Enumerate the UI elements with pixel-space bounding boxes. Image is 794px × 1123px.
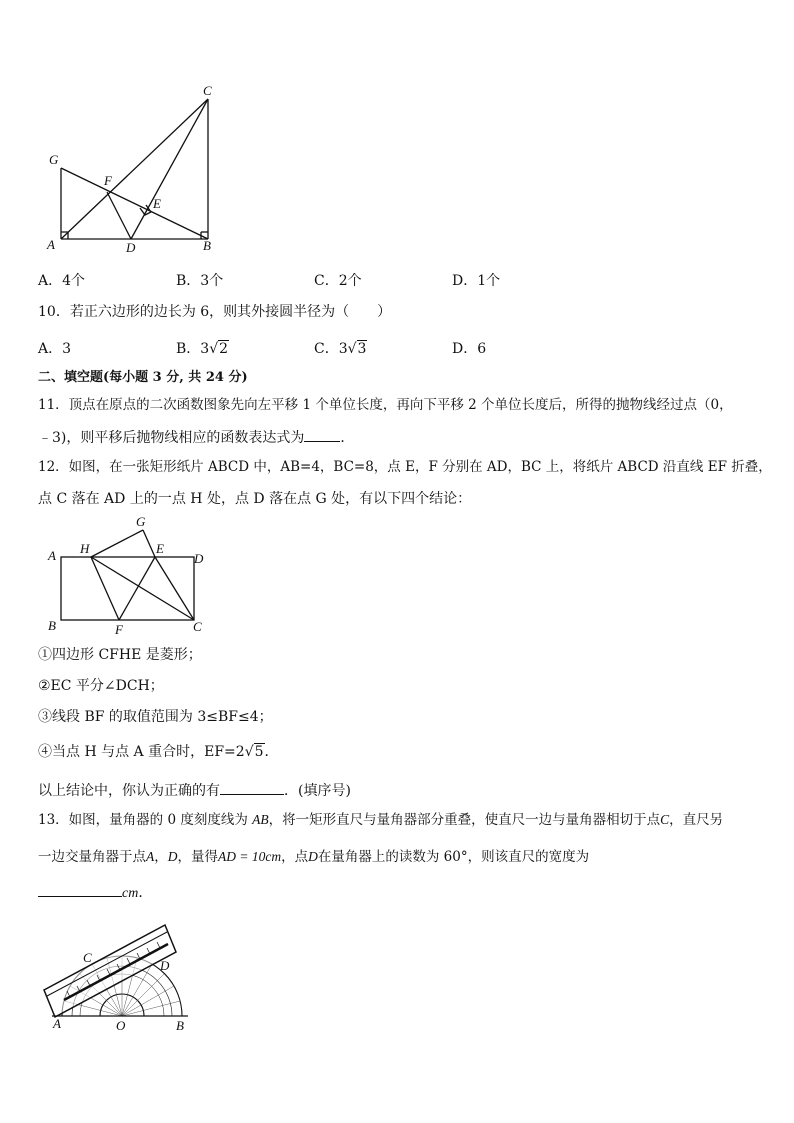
q12-conclusion-3: ③线段 BF 的取值范围为 3≤BF≤4； (38, 709, 273, 725)
q10-option-b-prefix: B．3 (176, 341, 210, 357)
q11-line2-prefix: ﹣3)，则平移后抛物线相应的函数表达式为 (38, 430, 305, 446)
q13-line2-pt-a: A (146, 849, 155, 864)
fig12-label-c: C (193, 619, 202, 634)
q12-conclusion-4-prefix: ④当点 H 与点 A 重合时，EF=2 (38, 744, 245, 760)
q12-conclusion-2: ②EC 平分∠DCH； (38, 678, 164, 694)
q12-line1: 12．如图，在一张矩形纸片 ABCD 中，AB=4，BC=8，点 E，F 分别在 AD，BC 上，将纸片 ABCD 沿直线 EF 折叠， (38, 459, 772, 475)
q13-line2-d: 在量角器上的读数为 60°，则该直尺的宽度为 (317, 849, 590, 865)
q13-line2-c: ，点 (281, 849, 309, 865)
fig9-label-d: D (126, 240, 136, 255)
q10-option-c-prefix: C．3 (314, 341, 348, 357)
fig12-label-h: H (80, 541, 90, 556)
q13-line2-pt-d: D (167, 849, 178, 864)
fig12-label-d: D (194, 551, 204, 566)
q13-line2-b: ，量得 (177, 849, 218, 865)
q10-option-b-radicand: 2 (219, 341, 229, 357)
q11-line1: 11．顶点在原点的二次函数图象先向左平移 1 个单位长度，再向下平移 2 个单位长度后，所得的抛物线经过点（0， (38, 397, 733, 413)
q9-option-b: B．3个 (176, 273, 224, 289)
fig9-label-e: E (153, 196, 161, 211)
fig13-label-a: A (53, 1016, 61, 1031)
q12-ask-suffix: ．(填序号) (284, 783, 351, 799)
q13-line2-eq: AD = 10cm (218, 849, 282, 864)
fig12-label-g: G (136, 514, 146, 529)
fig9-label-a: A (47, 237, 55, 252)
fig13-label-d: D (160, 958, 170, 973)
q13-line1-b: ，将一矩形直尺与量角器部分重叠，使直尺一边与量角器相切于点 (268, 812, 661, 828)
q9-option-c: C．2个 (314, 273, 362, 289)
q13-line1-ab: AB (252, 812, 269, 827)
q10-option-d: D．6 (452, 341, 487, 357)
q10-option-c-radicand: 3 (357, 341, 367, 357)
q13-line1-c: C (660, 812, 670, 827)
q13-line1-a: 13．如图，量角器的 0 度刻度线为 (38, 812, 248, 828)
fig9-label-c: C (203, 83, 212, 98)
sqrt-sign: √3 (347, 341, 367, 357)
fig13-label-o: O (116, 1018, 126, 1033)
q10-stem: 10．若正六边形的边长为 6，则其外接圆半径为（ ） (38, 304, 392, 320)
fig9-label-g: G (49, 152, 59, 167)
q11-line2-suffix: ． (340, 430, 355, 446)
fig12-label-f: F (115, 622, 123, 637)
q12-conclusion-4-radicand: 5 (254, 744, 264, 760)
q9-option-a: A．4个 (38, 273, 86, 289)
section2-title: 二、填空题(每小题 3 分, 共 24 分) (38, 370, 248, 385)
sqrt-sign: √2 (209, 341, 229, 357)
q12-conclusion-1: ①四边形 CFHE 是菱形； (38, 647, 202, 663)
fig13-label-c: C (83, 950, 92, 965)
fig12-label-b: B (48, 618, 56, 633)
fig9-label-b: B (203, 238, 211, 253)
fig12-label-e: E (156, 541, 164, 556)
q13-line1-d: ，直尺另 (669, 812, 724, 828)
q13-line3-end: ． (138, 885, 153, 901)
q13-unit: cm (122, 886, 139, 901)
q9-option-d: D．1个 (452, 273, 501, 289)
q13-line2-a: 一边交量角器于点 (38, 849, 146, 865)
fig13-label-b: B (176, 1018, 184, 1033)
q13-line2-pt-d2: D (308, 849, 318, 864)
q12-ask-prefix: 以上结论中，你认为正确的有 (38, 783, 220, 799)
sqrt-sign: √5 (244, 744, 264, 760)
fig12-label-a: A (48, 548, 56, 563)
q13-line2-sep: ， (154, 849, 168, 865)
q12-line2: 点 C 落在 AD 上的一点 H 处，点 D 落在点 G 处，有以下四个结论： (38, 491, 472, 507)
q12-conclusion-4-suffix: ． (264, 744, 279, 760)
q10-option-a: A．3 (38, 341, 72, 357)
fig9-label-f: F (104, 173, 112, 188)
